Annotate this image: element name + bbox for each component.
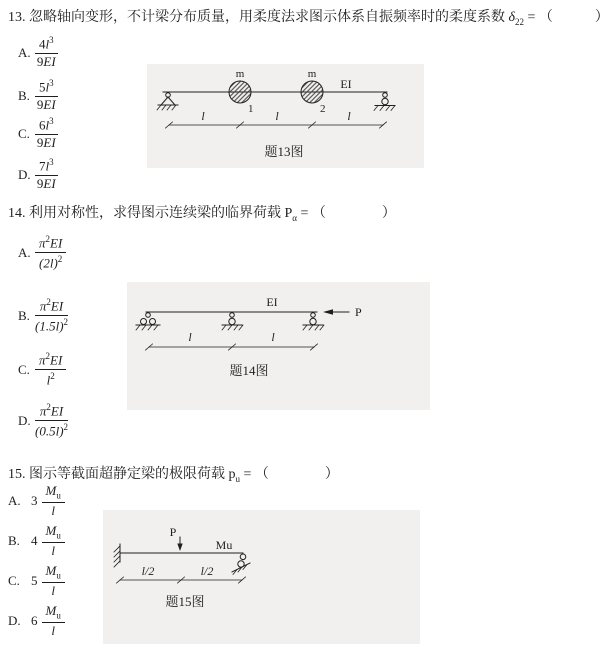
question-14-title — [8, 202, 396, 223]
figure-caption: 题14图 — [229, 363, 269, 378]
option-label: D. — [18, 166, 31, 182]
option-label: D. — [8, 613, 21, 629]
support-pin-left — [157, 93, 178, 110]
span-length: l — [347, 109, 351, 123]
formula-fraction — [35, 35, 58, 70]
option-label: C. — [18, 125, 30, 141]
question-14-text: 14. 利用对称性，求得图示连续梁的临界荷载 — [8, 206, 285, 221]
coefficient: 6 — [31, 613, 38, 629]
question-13-figure — [147, 64, 424, 168]
load-symbol: p — [228, 467, 236, 482]
question-15-figure — [103, 510, 420, 644]
figure-caption: 题13图 — [264, 144, 304, 159]
formula-fraction — [35, 234, 66, 272]
option-label: B. — [18, 307, 30, 323]
fraction-numerator: $M_u$ — [42, 564, 65, 583]
delta-symbol: δ — [508, 10, 516, 25]
fraction-denominator: 9EI — [36, 54, 56, 70]
support-left — [136, 313, 160, 330]
span-length: l — [275, 109, 279, 123]
load-subscript: u — [235, 473, 240, 484]
option-14-a — [18, 234, 66, 272]
formula-fraction — [42, 524, 65, 559]
fraction-denominator: 9EI — [36, 135, 56, 151]
mass-1 — [229, 68, 254, 115]
fraction-denominator: l — [51, 622, 55, 638]
fraction-numerator: $M_u$ — [42, 484, 65, 503]
fraction-numerator: $4l^3$ — [35, 35, 58, 54]
fraction-numerator: $5l^3$ — [35, 78, 58, 97]
mass-2-number: 2 — [320, 103, 326, 115]
coefficient: 3 — [31, 493, 38, 509]
question-14-figure — [127, 282, 430, 410]
load-arrow — [170, 525, 183, 551]
question-15-text: 15. 图示等截面超静定梁的极限荷载 — [8, 467, 229, 482]
option-13-c — [18, 116, 58, 151]
answer-blank-13: = （ ） — [524, 10, 609, 25]
question-15-title — [8, 463, 339, 484]
formula-fraction — [35, 78, 58, 113]
question-13-title — [8, 6, 609, 27]
option-15-c — [8, 564, 65, 599]
fraction-numerator: $\pi^2EI$ — [35, 351, 66, 370]
option-label: A. — [8, 493, 21, 509]
option-label: B. — [8, 533, 20, 549]
support-fixed-left — [114, 544, 120, 567]
answer-blank-14: = （ ） — [297, 206, 396, 221]
fraction-denominator: $(1.5l)^2$ — [35, 317, 69, 334]
mass-2 — [301, 68, 326, 115]
fraction-numerator: $7l^3$ — [35, 157, 58, 176]
option-14-b — [18, 297, 68, 335]
answer-blank-15: = （ ） — [240, 467, 339, 482]
formula-fraction — [35, 116, 58, 151]
mass-1-label: m — [235, 68, 245, 80]
formula-fraction — [42, 604, 65, 639]
mass-2-label: m — [307, 68, 317, 80]
fraction-denominator: $l^2$ — [46, 371, 55, 388]
coefficient: 5 — [31, 573, 38, 589]
formula-fraction — [35, 402, 68, 440]
load-arrow — [323, 305, 362, 319]
formula-fraction — [42, 484, 65, 519]
figure-caption: 题15图 — [165, 594, 205, 609]
coefficient: 4 — [31, 533, 38, 549]
option-15-a — [8, 484, 65, 519]
support-right — [303, 313, 324, 330]
fraction-denominator: l — [51, 542, 55, 558]
load-label: P — [355, 305, 362, 319]
option-label: C. — [18, 361, 30, 377]
option-13-a — [18, 35, 58, 70]
fraction-denominator: $(2l)^2$ — [39, 254, 63, 271]
fraction-numerator: $6l^3$ — [35, 116, 58, 135]
delta-subscript: 22 — [515, 16, 525, 27]
span-length: l/2 — [141, 564, 155, 578]
option-15-d — [8, 604, 65, 639]
fraction-denominator: l — [51, 582, 55, 598]
span-length: l — [188, 330, 192, 344]
mass-1-number: 1 — [248, 103, 254, 115]
option-13-d — [18, 157, 58, 192]
option-label: C. — [8, 573, 20, 589]
fraction-denominator: $(0.5l)^2$ — [35, 422, 69, 439]
formula-fraction — [42, 564, 65, 599]
dimension-line — [117, 564, 246, 583]
formula-fraction — [35, 297, 68, 335]
option-13-b — [18, 78, 58, 113]
support-roller-right — [374, 93, 395, 111]
load-subscript: α — [292, 212, 298, 223]
span-length: l — [201, 109, 205, 123]
load-label: P — [169, 525, 177, 539]
span-length: l — [271, 330, 275, 344]
question-13-text: 13. 忽略轴向变形，不计梁分布质量，用柔度法求图示体系自振频率时的柔度系数 — [8, 10, 509, 25]
span-length: l/2 — [200, 564, 214, 578]
fraction-denominator: 9EI — [36, 176, 56, 192]
moment-label: Mu — [215, 538, 233, 552]
option-14-c — [18, 351, 66, 389]
fraction-denominator: l — [51, 502, 55, 518]
fraction-numerator: $\pi^2EI$ — [35, 234, 66, 253]
option-label: D. — [18, 412, 31, 428]
formula-fraction — [35, 351, 66, 389]
option-label: B. — [18, 87, 30, 103]
stiffness-label: EI — [340, 77, 352, 91]
dimension-line — [146, 330, 318, 350]
fraction-numerator: $M_u$ — [42, 604, 65, 623]
support-roller-right — [232, 554, 250, 575]
support-middle — [222, 313, 243, 330]
formula-fraction — [35, 157, 58, 192]
stiffness-label: EI — [266, 295, 278, 309]
fraction-denominator: 9EI — [36, 97, 56, 113]
fraction-numerator: $M_u$ — [42, 524, 65, 543]
option-label: A. — [18, 244, 31, 260]
option-15-b — [8, 524, 65, 559]
dimension-line — [166, 109, 387, 128]
fraction-numerator: $\pi^2EI$ — [35, 297, 68, 316]
fraction-numerator: $\pi^2EI$ — [35, 402, 68, 421]
option-label: A. — [18, 44, 31, 60]
option-14-d — [18, 402, 68, 440]
load-symbol: P — [284, 206, 293, 221]
